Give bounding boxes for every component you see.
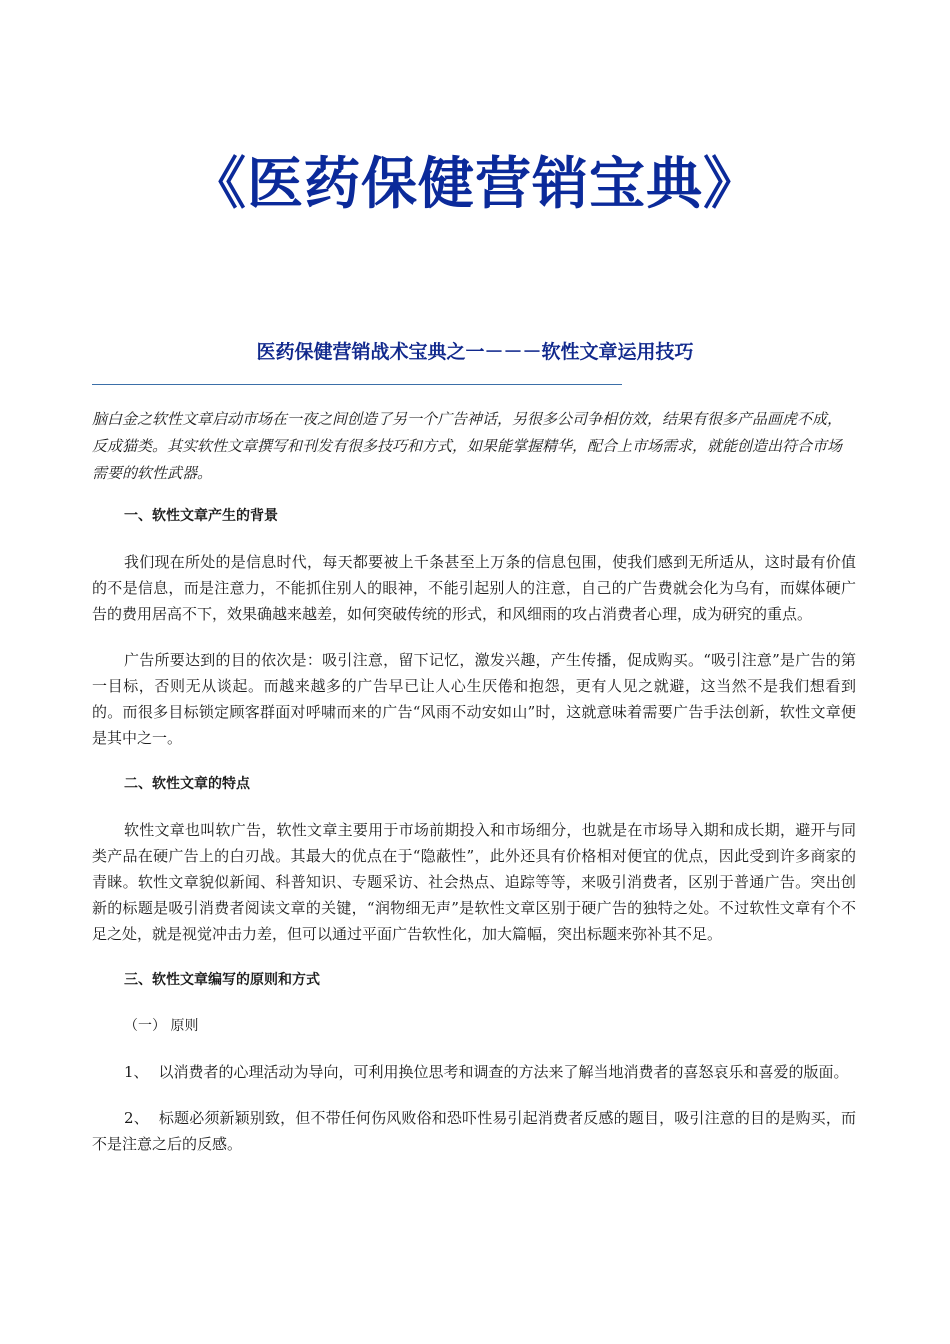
document-subtitle: 医药保健营销战术宝典之一－－－软性文章运用技巧: [256, 341, 694, 363]
paragraph: 广告所要达到的目的依次是：吸引注意，留下记忆，激发兴趣，产生传播，促成购买。“吸引注意”是广告的第一目标，否则无从谈起。而越来越多的广告早已让人心生厌倦和抱怨，更有人见之就避，这当然不是我们想看到的。而很多目标锁定顾客群面对呼啸而来的广告“风雨不动安如山”时，这就意味着需要广告手法创新，软性文章便是其中之一。: [92, 651, 856, 747]
subtitle-divider: [92, 384, 622, 385]
section-heading-background: 一、软性文章产生的背景: [124, 508, 278, 524]
list-item: [92, 1059, 856, 1085]
document-title: 《医药保健营销宝典》: [190, 151, 760, 217]
paragraph: 软性文章也叫软广告，软性文章主要用于市场前期投入和市场细分，也就是在市场导入期和成长期，避开与同类产品在硬广告上的白刃战。其最大的优点在于“隐蔽性”，此外还具有价格相对便宜的优点，因此受到许多商家的青睐。软性文章貌似新闻、科普知识、专题采访、社会热点、追踪等等，来吸引消费者，区别于普通广告。突出创新的标题是吸引消费者阅读文章的关键，“润物细无声”是软性文章区别于硬广告的独特之处。不过软性文章有个不足之处，就是视觉冲击力差，但可以通过平面广告软性化，加大篇幅，突出标题来弥补其不足。: [92, 821, 856, 943]
list-item-number: 2、: [124, 1109, 149, 1127]
section-heading-features: 二、软性文章的特点: [124, 776, 250, 792]
intro-paragraph: 脑白金之软性文章启动市场在一夜之间创造了另一个广告神话，另很多公司争相仿效，结果有很多产品画虎不成，反成猫类。其实软性文章撰写和刊发有很多技巧和方式，如果能掌握精华，配合上市场需求，就能创造出符合市场需要的软性武器。: [92, 410, 843, 482]
document-body: [92, 406, 856, 1177]
list-item: [92, 1105, 856, 1157]
section-heading-principles: 三、软性文章编写的原则和方式: [124, 972, 320, 988]
list-item-number: 1、: [124, 1063, 149, 1081]
paragraph: 我们现在所处的是信息时代，每天都要被上千条甚至上万条的信息包围，使我们感到无所适从，这时最有价值的不是信息，而是注意力，不能抓住别人的眼神，不能引起别人的注意，自己的广告费就会化为乌有，而媒体硬广告的费用居高不下，效果确越来越差，如何突破传统的形式，和风细雨的攻占消费者心理，成为研究的重点。: [92, 553, 856, 623]
subsection-heading: （一） 原则: [124, 1018, 199, 1034]
list-item-text: 以消费者的心理活动为导向，可利用换位思考和调查的方法来了解当地消费者的喜怒哀乐和喜爱的版面。: [158, 1063, 849, 1081]
list-item-text: 标题必须新颖别致，但不带任何伤风败俗和恐吓性易引起消费者反感的题目，吸引注意的目的是购买，而不是注意之后的反感。: [92, 1109, 857, 1153]
